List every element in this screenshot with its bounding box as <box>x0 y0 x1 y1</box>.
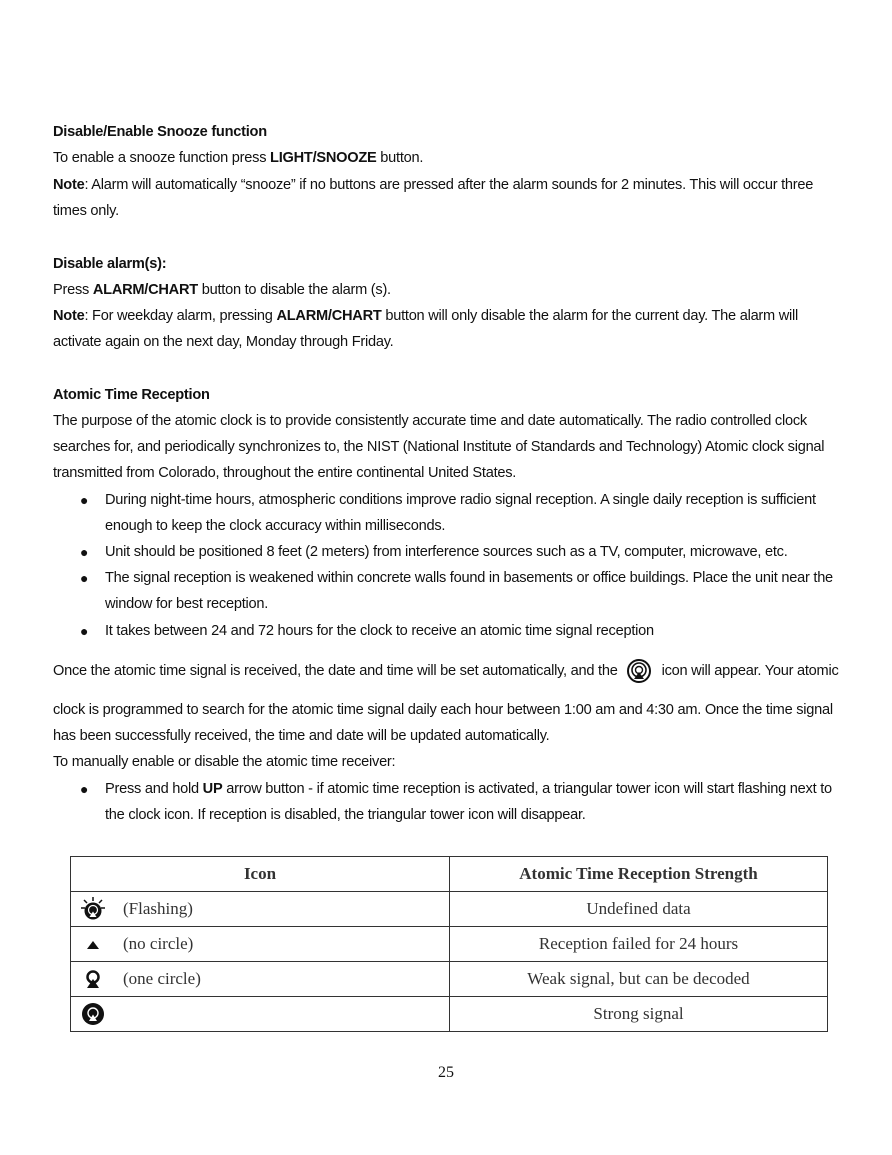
icon-label: (no circle) <box>123 934 194 953</box>
bullet-item: Unit should be positioned 8 feet (2 meters) from interference sources such as a TV, computer, microwave, etc. <box>105 544 788 560</box>
disable-alarm-note: Note: For weekday alarm, pressing ALARM/CHART button will only disable the alarm for the current day. The alarm will <box>53 308 799 324</box>
bullet-item-cont: enough to keep the clock accuracy within milliseconds. <box>105 518 446 534</box>
bullet-item: During night-time hours, atmospheric conditions improve radio signal reception. A single daily reception is sufficient <box>105 492 816 508</box>
tower-flashing-icon <box>81 897 105 921</box>
bullet-item: Press and hold UP arrow button - if atomic time reception is activated, a triangular tower icon will start flashing next to <box>105 781 832 797</box>
icon-cell <box>71 927 450 962</box>
disable-alarm-note-cont: activate again on the next day, Monday through Friday. <box>53 334 394 350</box>
strength-cell: Undefined data <box>450 892 828 927</box>
bullet-item: It takes between 24 and 72 hours for the clock to receive an atomic time signal reception <box>105 623 654 639</box>
bullet-dot: ● <box>80 570 89 586</box>
table-row <box>71 927 828 962</box>
disable-alarm-heading: Disable alarm(s): <box>53 256 167 272</box>
atomic-paragraph-line: searches for, and periodically synchronizes to, the NIST (National Institute of Standards and Technology) Atomic clock signal <box>53 439 825 455</box>
icon-label: (Flashing) <box>123 899 193 918</box>
reception-strength-table <box>70 856 828 1032</box>
strength-cell: Reception failed for 24 hours <box>450 927 828 962</box>
header-icon: Icon <box>71 857 450 892</box>
bullet-dot: ● <box>80 623 89 639</box>
icon-cell <box>71 892 450 927</box>
table-header-row <box>71 857 828 892</box>
strength-cell: Strong signal <box>450 997 828 1032</box>
icon-cell <box>71 962 450 997</box>
header-strength: Atomic Time Reception Strength <box>450 857 828 892</box>
table-row <box>71 962 828 997</box>
strength-cell: Weak signal, but can be decoded <box>450 962 828 997</box>
icon-cell <box>71 997 450 1032</box>
signal-received-line: Once the atomic time signal is received, the date and time will be set automatically, and the icon will appear. Your atomic <box>53 658 839 684</box>
tower-strong-icon <box>81 1002 105 1026</box>
atomic-paragraph-line: transmitted from Colorado, throughout the entire continental United States. <box>53 465 517 481</box>
table-row <box>71 997 828 1032</box>
atomic-signal-icon <box>626 658 652 684</box>
bullet-dot: ● <box>80 544 89 560</box>
table-row <box>71 892 828 927</box>
tower-one-circle-icon <box>81 967 105 991</box>
snooze-note-cont: times only. <box>53 203 119 219</box>
icon-label: (one circle) <box>123 969 201 988</box>
bullet-item: The signal reception is weakened within concrete walls found in basements or office buildings. Place the unit near the <box>105 570 833 586</box>
snooze-instruction: To enable a snooze function press LIGHT/SNOOZE button. <box>53 150 424 166</box>
page-number: 25 <box>438 1064 454 1081</box>
bullet-dot: ● <box>80 492 89 508</box>
signal-received-cont: clock is programmed to search for the atomic time signal daily each hour between 1:00 am and 4:30 am. Once the time signal <box>53 702 833 718</box>
bullet-item-cont: window for best reception. <box>105 596 269 612</box>
tower-no-circle-icon <box>81 932 105 956</box>
bullet-item-cont: the clock icon. If reception is disabled, the triangular tower icon will disappear. <box>105 807 586 823</box>
disable-alarm-instruction: Press ALARM/CHART button to disable the alarm (s). <box>53 282 391 298</box>
atomic-heading: Atomic Time Reception <box>53 387 210 403</box>
snooze-note: Note: Alarm will automatically “snooze” if no buttons are pressed after the alarm sounds for 2 minutes. This will occur three <box>53 177 814 193</box>
snooze-heading: Disable/Enable Snooze function <box>53 124 267 140</box>
manual-enable-line: To manually enable or disable the atomic time receiver: <box>53 754 396 770</box>
bullet-dot: ● <box>80 781 89 797</box>
signal-received-cont: has been successfully received, the time and date will be updated automatically. <box>53 728 550 744</box>
atomic-paragraph-line: The purpose of the atomic clock is to provide consistently accurate time and date automatically. The radio controlled clock <box>53 413 807 429</box>
